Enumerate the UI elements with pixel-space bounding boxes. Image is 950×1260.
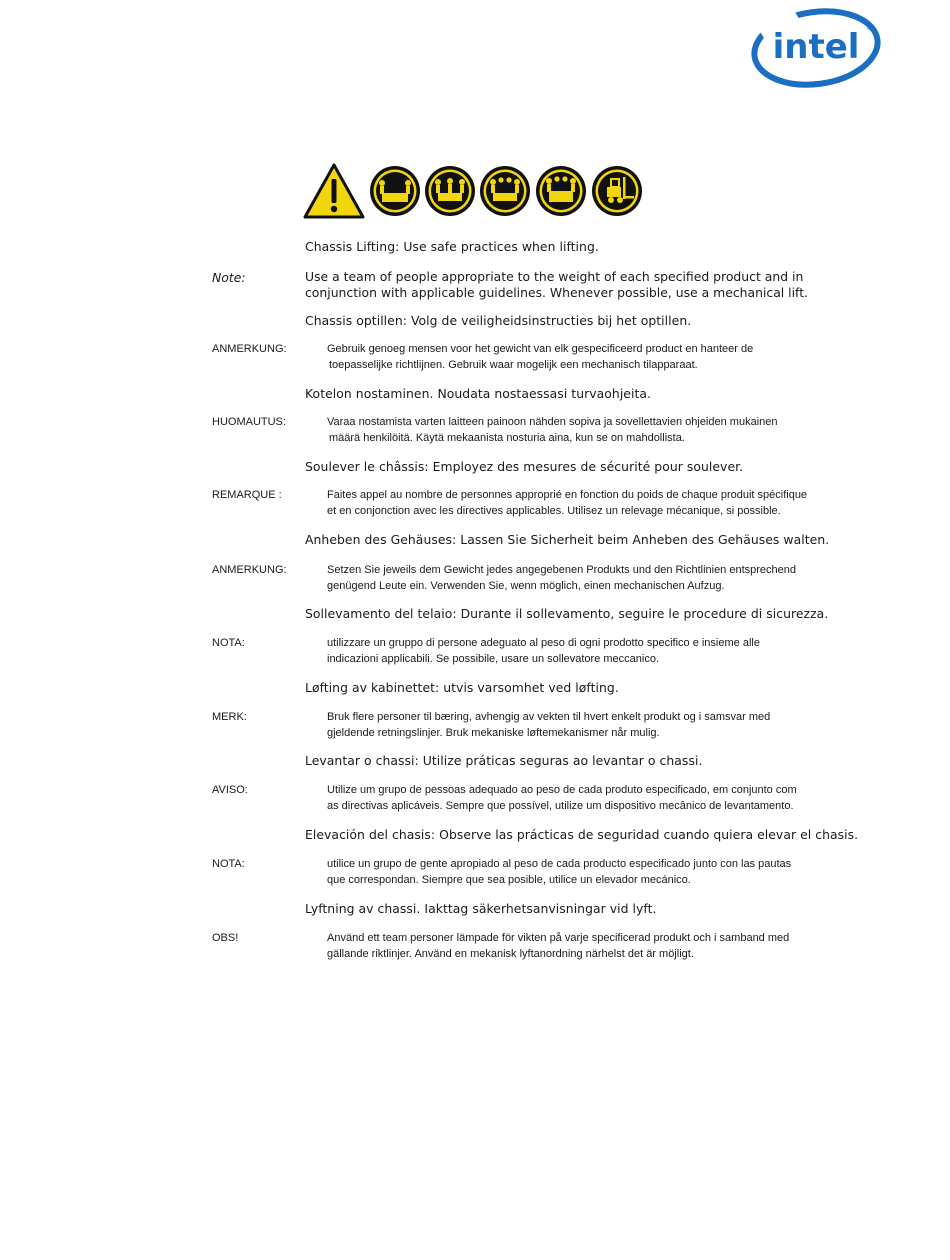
note-line: Varaa nostamista varten laitteen painoon nähden sopiva ja sovellettavien ohjeiden mukainen xyxy=(327,416,778,428)
note-body xyxy=(327,931,887,963)
note-line: Use a team of people appropriate to the weight of each specified product and in xyxy=(305,269,804,284)
section-header: Soulever le châssis: Employez des mesures de sécurité pour soulever. xyxy=(305,459,744,474)
note-body xyxy=(305,269,885,300)
note-line: genügend Leute ein. Verwenden Sie, wenn möglich, einen mechanischen Aufzug. xyxy=(327,579,725,592)
note-label: HUOMAUTUS: xyxy=(212,416,286,428)
note-body xyxy=(327,342,887,374)
note-label: NOTA: xyxy=(212,858,245,870)
svg-text:®: ® xyxy=(866,24,873,32)
note-line: Faites appel au nombre de personnes approprié en fonction du poids de chaque produit spécifique xyxy=(327,489,808,501)
note-line: et en conjonction avec les directives applicables. Utilisez un relevage mécanique, si possible. xyxy=(327,504,781,517)
note-body xyxy=(327,783,887,815)
section-header: Løfting av kabinettet: utvis varsomhet ved løfting. xyxy=(305,680,619,695)
section-header: Elevación del chasis: Observe las prácticas de seguridad cuando quiera elevar el chasis. xyxy=(305,827,859,842)
note-line: Setzen Sie jeweils dem Gewicht jedes angegebenen Produkts und den Richtlinien entsprechend xyxy=(327,564,797,576)
three-person-lift-icon xyxy=(425,166,475,216)
note-line: as directivas aplicáveis. Sempre que possível, utilize um dispositivo mecânico de levantamento. xyxy=(327,799,794,812)
note-body xyxy=(327,415,887,447)
warning-triangle-icon xyxy=(305,165,363,217)
note-body xyxy=(327,710,887,742)
section-header: Sollevamento del telaio: Durante il sollevamento, seguire le procedure di sicurezza. xyxy=(305,606,829,621)
note-line: gjeldende retningslinjer. Bruk mekaniske løftemekanismer når mulig. xyxy=(327,726,660,739)
note-line: indicazioni applicabili. Se possibile, usare un sollevatore meccanico. xyxy=(327,652,660,665)
four-person-lift-icon xyxy=(480,166,530,216)
note-line: Bruk flere personer til bæring, avhengig av vekten til hvert enkelt produkt og i samsvar med xyxy=(327,711,771,723)
note-line: Utilize um grupo de pessoas adequado ao peso de cada produto especificado, em conjunto com xyxy=(327,784,797,796)
note-line: gällande riktlinjer. Använd en mekanisk lyftanordning närhelst det är möjligt. xyxy=(327,947,694,960)
note-label: ANMERKUNG: xyxy=(212,343,287,355)
note-line: Gebruik genoeg mensen voor het gewicht van elk gespecificeerd product en hanteer de xyxy=(327,343,754,355)
note-label: NOTA: xyxy=(212,637,245,649)
logo-text: intel xyxy=(772,27,860,67)
note-line: Använd ett team personer lämpade för vikten på varje specificerad produkt och i samband med xyxy=(327,932,790,944)
note-label: OBS! xyxy=(212,932,239,944)
section-header: Chassis Lifting: Use safe practices when lifting. xyxy=(305,239,599,254)
note-label: ANMERKUNG: xyxy=(212,564,287,576)
note-line: utilizzare un gruppo di persone adeguato al peso di ogni prodotto specifico e insieme alle xyxy=(327,637,760,649)
note-body xyxy=(327,488,887,520)
section-header: Lyftning av chassi. Iakttag säkerhetsanvisningar vid lyft. xyxy=(305,901,657,916)
intel-logo xyxy=(748,6,884,90)
section-header: Chassis optillen: Volg de veiligheidsinstructies bij het optillen. xyxy=(305,313,692,328)
note-line: määrä henkilöitä. Käytä mekaanista nosturia aina, kun se on mahdollista. xyxy=(329,431,685,444)
note-body xyxy=(327,857,887,889)
note-line: conjunction with applicable guidelines. Whenever possible, use a mechanical lift. xyxy=(305,284,808,300)
forklift-icon xyxy=(592,166,642,216)
note-line: que correspondan. Siempre que sea posible, utilice un elevador mecánico. xyxy=(327,873,691,886)
note-body xyxy=(327,563,887,595)
section-header: Anheben des Gehäuses: Lassen Sie Sicherheit beim Anheben des Gehäuses walten. xyxy=(305,532,830,547)
two-person-lift-icon xyxy=(370,166,420,216)
note-label: Note: xyxy=(212,270,246,285)
section-header: Kotelon nostaminen. Noudata nostaessasi turvaohjeita. xyxy=(305,386,652,401)
four-person-lift-large-icon xyxy=(536,166,586,216)
hazard-icons xyxy=(303,163,648,219)
note-label: AVISO: xyxy=(212,784,248,796)
note-body xyxy=(327,636,887,668)
section-header: Levantar o chassi: Utilize práticas seguras ao levantar o chassi. xyxy=(305,753,703,768)
note-line: toepasselijke richtlijnen. Gebruik waar mogelijk een mechanisch tilapparaat. xyxy=(329,358,698,371)
note-label: REMARQUE : xyxy=(212,489,282,501)
note-line: utilice un grupo de gente apropiado al peso de cada producto especificado junto con las pautas xyxy=(327,858,792,870)
note-label: MERK: xyxy=(212,711,247,723)
